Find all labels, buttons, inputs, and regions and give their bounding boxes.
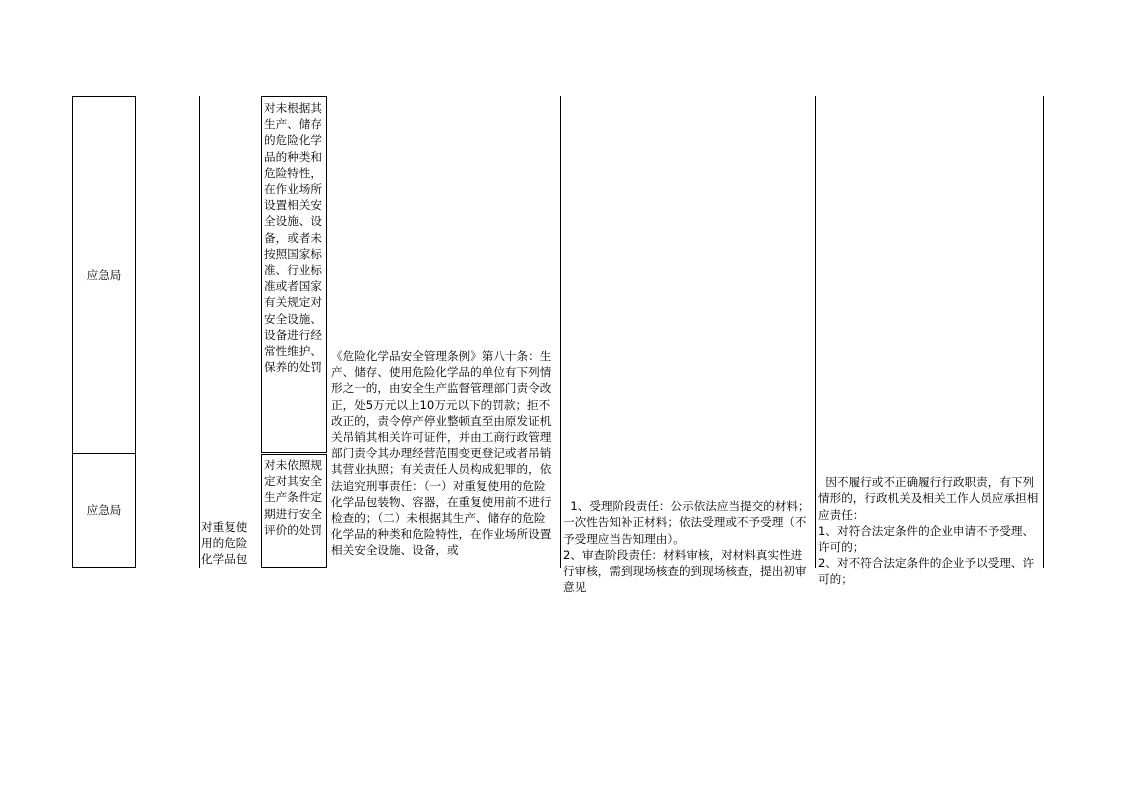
- accountability-cell: [818, 458, 1040, 587]
- dept-label: 应急局: [86, 267, 122, 282]
- col-border: [560, 96, 561, 568]
- legal-basis-cell: [331, 348, 557, 567]
- dept-label: 应急局: [86, 503, 122, 518]
- item-cell: [261, 454, 327, 568]
- group-item-text: 对重复使用的危险化学品包: [201, 520, 248, 567]
- col-border: [199, 96, 200, 568]
- item-text: 对未依照规定对其安全生产条件定期进行安全评价的处罚: [264, 458, 322, 537]
- col-border: [815, 96, 816, 568]
- item-cell: [261, 96, 327, 453]
- responsibility-cell: [563, 482, 812, 595]
- accountability-text: 因不履行或不正确履行行政职责，有下列情形的，行政机关及相关工作人员应承担相应责任： 1、对符合法定条件的企业申请不予受理、许可的； 2、对不符合法定条件的企业予以受理、许可的；: [818, 475, 1039, 587]
- group-item-cell: [201, 519, 258, 567]
- table-bottom-border: [72, 567, 136, 568]
- col-border: [1043, 96, 1044, 568]
- legal-basis-text: 《危险化学品安全管理条例》第八十条：生产、储存、使用危险化学品的单位有下列情形之一的，由安全生产监督管理部门责令改正，处5万元以上10万元以下的罚款；拒不改正的，责令停产停业整顿直至由原发证机关吊销其相关许可证件，并由工商行政管理部门责令其办理经营范围变更登记或者吊销其营业执照；有关责任人员构成犯罪的，依法追究刑事责任：（一）对重复使用的危险化学品包装物、容器，在重复使用前不进行检查的；（二）未根据其生产、储存的危险化学品的种类和危险特性，在作业场所设置相关安全设施、设备，或: [331, 349, 552, 558]
- responsibility-text: 1、受理阶段责任：公示依法应当提交的材料；一次性告知补正材料；依法受理或不予受理（不予受理应当告知理由）。 2、审查阶段责任：材料审核，对材料真实性进行审核，需到现场核查的到现场核查，提出初审意见: [563, 499, 810, 595]
- dept-cell: [73, 97, 135, 453]
- item-text: 对未根据其生产、储存的危险化学品的种类和危险特性，在作业场所设置相关安全设施、设备，或者未按照国家标准、行业标准或者国家有关规定对安全设施、设备进行经常性维护、保养的处罚: [264, 101, 322, 375]
- dept-cell: [73, 454, 135, 567]
- col-border: [135, 96, 136, 568]
